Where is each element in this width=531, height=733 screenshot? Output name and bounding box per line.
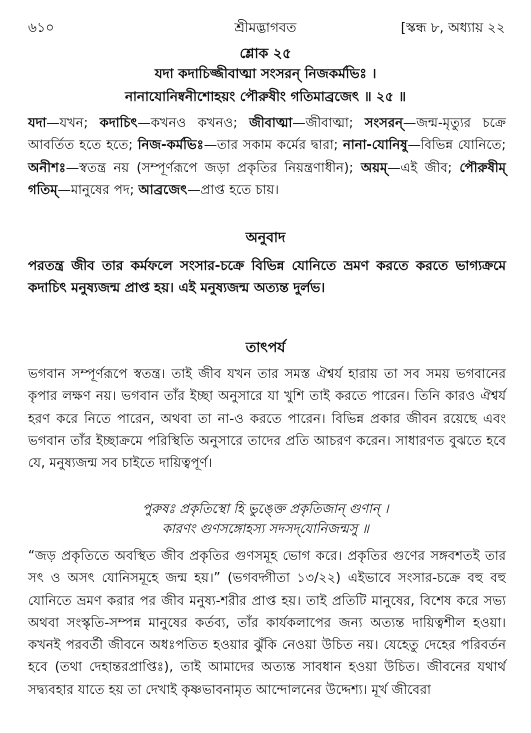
synonym-meaning: স্বতন্ত্র নয় (সম্পূর্ণরূপে জড়া প্রকৃতির নিয়ন্ত্রণাধীন);: [79, 160, 361, 176]
verse-heading: শ্লোক ২৫: [239, 46, 292, 62]
synonym-meaning: প্রাপ্ত হতে চায়।: [200, 182, 279, 198]
translation-heading: অনুবাদ: [245, 230, 286, 246]
translation-text: পরতন্ত্র জীব তার কর্মফলে সংসার-চক্রে বিভিন্ন যোনিতে ভ্রমণ করতে করতে ভাগ্যক্রমে কদাচিৎ মনুষ্যজন্ম প্রাপ্ত হয়। এই মনুষ্যজন্ম অত্যন্ত দুর্লভ।: [28, 259, 506, 296]
synonym-meaning: মানুষের পদ;: [70, 182, 139, 198]
synonym-meaning: জীবাত্মা;: [305, 116, 365, 131]
synonym-meaning: বিভিন্ন যোনিতে;: [420, 138, 506, 154]
synonym-meaning: কখনও কখনও;: [150, 116, 250, 131]
synonym-meaning: জন্ম-মৃত্যুর চক্রে আবর্তিত হতে হতে;: [28, 116, 506, 154]
synonym-word: অয়ম্: [360, 160, 388, 176]
quote-line-1: পুরুষঃ প্রকৃতিস্থো হি ভুঙ্ক্তে প্রকৃতিজান্ গুণান্ ।: [142, 502, 389, 517]
quote-line-2: কারণং গুণসঙ্গোহস্য সদসদ্‌যোনিজন্মসু ॥: [162, 522, 369, 537]
purport-paragraph-1: ভগবান সম্পূর্ণরূপে স্বতন্ত্র। তাই জীব যখন তার সমস্ত ঐশ্বর্য হারায় তা সব সময় ভগবানের কৃপার লক্ষণ নয়। ভগবান তাঁর ইচ্ছা অনুসারে যা খুশি তাই করতে পারেন। তিনি কারও ঐশ্বর্য হরণ করে নিতে পারেন, অথবা তা না-ও করতে পারেন। বিভিন্ন প্রকার জীবন রয়েছে এবং ভগবান তাঁর ইচ্ছাক্রমে পরিস্থিতি অনুসারে তাদের প্রতি আচরণ করেন। সাধারণত বুঝতে হবে যে, মনুষ্যজন্ম সব চাইতে দায়িত্বপূর্ণ।: [28, 367, 506, 472]
synonym-meaning: যখন;: [59, 116, 100, 131]
synonym-word: নানা-যোনিষু: [343, 138, 408, 154]
verse-line-2: নানাযোনিষ্বনীশোহয়ং পৌরুষীং গতিমাব্রজেৎ ॥ ২৫ ॥: [124, 89, 407, 105]
synonym-word: যদা: [28, 116, 47, 131]
purport-heading: তাৎপর্য: [245, 340, 286, 356]
synonym-word: পৌরুষীম্ গতিম্: [28, 160, 506, 198]
synonym-word: জীবাত্মা: [249, 116, 293, 131]
chapter-reference: [স্কন্ধ ৮, অধ্যায় ২২: [400, 20, 505, 36]
synonym-word: সংসরন্: [364, 116, 404, 131]
synonym-word: কদাচিৎ: [99, 116, 138, 131]
purport-paragraph-2: “জড় প্রকৃতিতে অবস্থিত জীব প্রকৃতির গুণসমূহ ভোগ করে। প্রকৃতির গুণের সঙ্গবশতই তার সৎ ও অসৎ যোনিসমূহে জন্ম হয়।” (ভগবদ্গীতা ১৩/২২) এইভাবে সংসার-চক্রে বহু বহু যোনিতে ভ্রমণ করার পর জীব মনুষ্য-শরীর প্রাপ্ত হয়। তাই প্রতিটি মানুষের, বিশেষ করে সভ্য অথবা সংস্কৃতি-সম্পন্ন মানুষের কর্তব্য, তাঁর কার্যকলাপের জন্য অত্যন্ত দায়িত্বশীল হওয়া। কখনই পরবর্তী জীবনে অধঃপতিত হওয়ার ঝুঁকি নেওয়া উচিত নয়। যেহেতু দেহের পরিবর্তন হবে (তথা দেহান্তরপ্রাপ্তিঃ), তাই আমাদের অত্যন্ত সাবধান হওয়া উচিত। জীবনের যথার্থ সদ্ব্যবহার যাতে হয় তা দেখাই কৃষ্ণভাবনামৃত আন্দোলনের উদ্দেশ্য। মূর্খ জীবেরা: [28, 549, 506, 698]
synonym-word: আব্রজেৎ: [138, 182, 188, 198]
verse-line-1: যদা কদাচিজ্জীবাত্মা সংসরন্ নিজকর্মভিঃ ।: [154, 66, 377, 82]
synonym-word: নিজ-কর্মভিঃ: [137, 138, 204, 154]
synonym-meaning: তার সকাম কর্মের দ্বারা;: [217, 138, 344, 154]
running-title: শ্রীমদ্ভাগবত: [234, 20, 297, 36]
synonym-meaning: এই জীব;: [400, 160, 460, 176]
synonym-word: অনীশঃ: [28, 160, 66, 176]
synonyms-paragraph: যদা—যখন; কদাচিৎ—কখনও কখনও; জীবাত্মা—জীবাত্মা; সংসরন্—জন্ম-মৃত্যুর চক্রে আবর্তিত হতে হতে; নিজ-কর্মভিঃ—তার সকাম কর্মের দ্বারা; নানা-যোনিষু—বিভিন্ন যোনিতে; অনীশঃ—স্বতন্ত্র নয় (সম্পূর্ণরূপে জড়া প্রকৃতির নিয়ন্ত্রণাধীন); অয়ম্—এই জীব; পৌরুষীম্ গতিম্—মানুষের পদ; আব্রজেৎ—প্রাপ্ত হতে চায়।: [28, 116, 506, 198]
page-number: ৬১০: [28, 20, 55, 36]
